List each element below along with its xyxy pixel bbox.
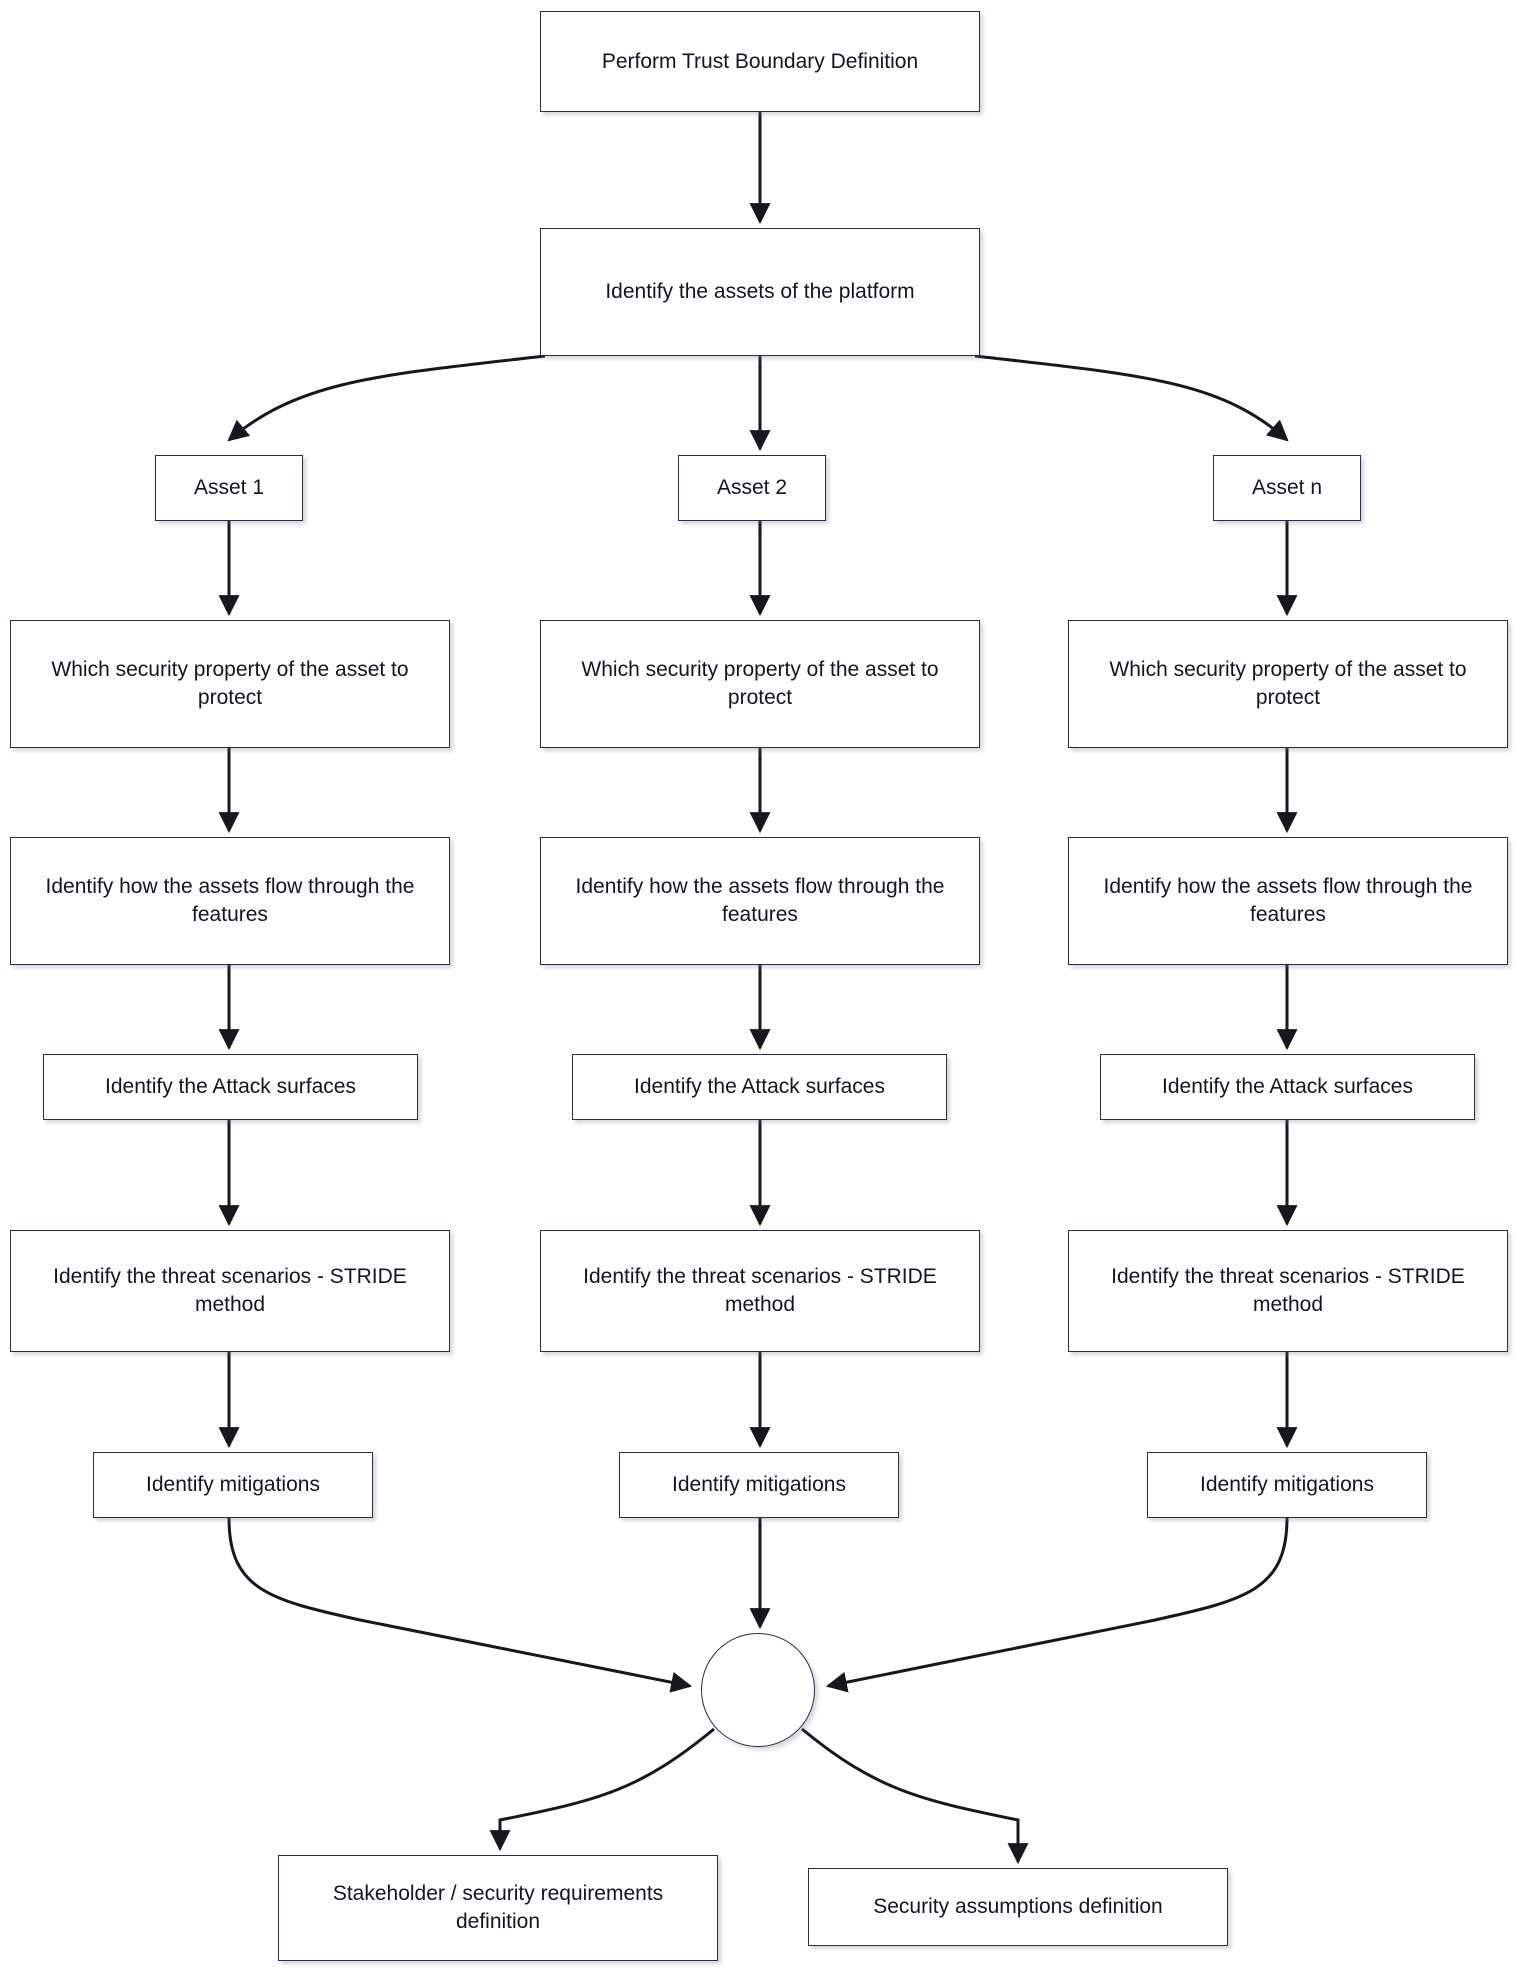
- node-asset-2[interactable]: [678, 455, 826, 521]
- merge-junction-node[interactable]: [701, 1633, 815, 1747]
- node-label: Identify the threat scenarios - STRIDE method: [583, 1265, 937, 1316]
- node-label: Identify mitigations: [1200, 1473, 1374, 1497]
- node-label: Which security property of the asset to protect: [1109, 658, 1467, 709]
- node-label: Security assumptions definition: [873, 1895, 1163, 1919]
- node-label: Stakeholder / security requirements definition: [332, 1882, 664, 1933]
- node-threat-scenarios-n[interactable]: [1068, 1230, 1508, 1352]
- node-label: Asset 1: [193, 476, 265, 500]
- node-label: Identify mitigations: [146, 1473, 320, 1497]
- node-label: Identify the threat scenarios - STRIDE method: [1111, 1265, 1465, 1316]
- node-asset-flow-1[interactable]: [10, 837, 450, 965]
- node-asset-flow-n[interactable]: [1068, 837, 1508, 965]
- node-label: Identify the Attack surfaces: [105, 1075, 356, 1099]
- edge-mitign-to-junction: [828, 1518, 1287, 1686]
- node-label: Which security property of the asset to protect: [581, 658, 939, 709]
- node-identify-assets[interactable]: [540, 228, 980, 356]
- node-security-property-n[interactable]: [1068, 620, 1508, 748]
- node-attack-surfaces-1[interactable]: [43, 1054, 418, 1120]
- node-asset-flow-2[interactable]: [540, 837, 980, 965]
- node-label: Perform Trust Boundary Definition: [601, 49, 919, 73]
- edge-assets-to-asset1: [229, 356, 545, 440]
- node-label: Identify the Attack surfaces: [634, 1075, 885, 1099]
- node-threat-scenarios-2[interactable]: [540, 1230, 980, 1352]
- node-attack-surfaces-2[interactable]: [572, 1054, 947, 1120]
- node-label: Identify mitigations: [672, 1473, 846, 1497]
- node-stakeholder-security-requirements[interactable]: [278, 1855, 718, 1961]
- edge-mitig1-to-junction: [229, 1518, 690, 1686]
- node-label: Which security property of the asset to protect: [51, 658, 409, 709]
- node-label: Identify the threat scenarios - STRIDE method: [53, 1265, 407, 1316]
- node-label: Identify how the assets flow through the features: [1103, 875, 1473, 926]
- node-security-property-2[interactable]: [540, 620, 980, 748]
- node-label: Identify the assets of the platform: [605, 280, 915, 304]
- node-asset-1[interactable]: [155, 455, 303, 521]
- node-security-property-1[interactable]: [10, 620, 450, 748]
- node-security-assumptions-definition[interactable]: [808, 1868, 1228, 1946]
- node-label: Identify how the assets flow through the features: [575, 875, 945, 926]
- node-asset-n[interactable]: [1213, 455, 1361, 521]
- node-identify-mitigations-2[interactable]: [619, 1452, 899, 1518]
- node-label: Asset n: [1251, 476, 1323, 500]
- node-label: Identify the Attack surfaces: [1162, 1075, 1413, 1099]
- node-identify-mitigations-n[interactable]: [1147, 1452, 1427, 1518]
- node-label: Identify how the assets flow through the features: [45, 875, 415, 926]
- node-identify-mitigations-1[interactable]: [93, 1452, 373, 1518]
- node-attack-surfaces-n[interactable]: [1100, 1054, 1475, 1120]
- node-threat-scenarios-1[interactable]: [10, 1230, 450, 1352]
- edge-assets-to-assetn: [975, 356, 1287, 440]
- node-label: Asset 2: [716, 476, 788, 500]
- edge-junction-to-assumptions: [802, 1729, 1018, 1862]
- node-perform-trust-boundary-definition[interactable]: [540, 11, 980, 112]
- edge-junction-to-stakeholder: [500, 1729, 714, 1849]
